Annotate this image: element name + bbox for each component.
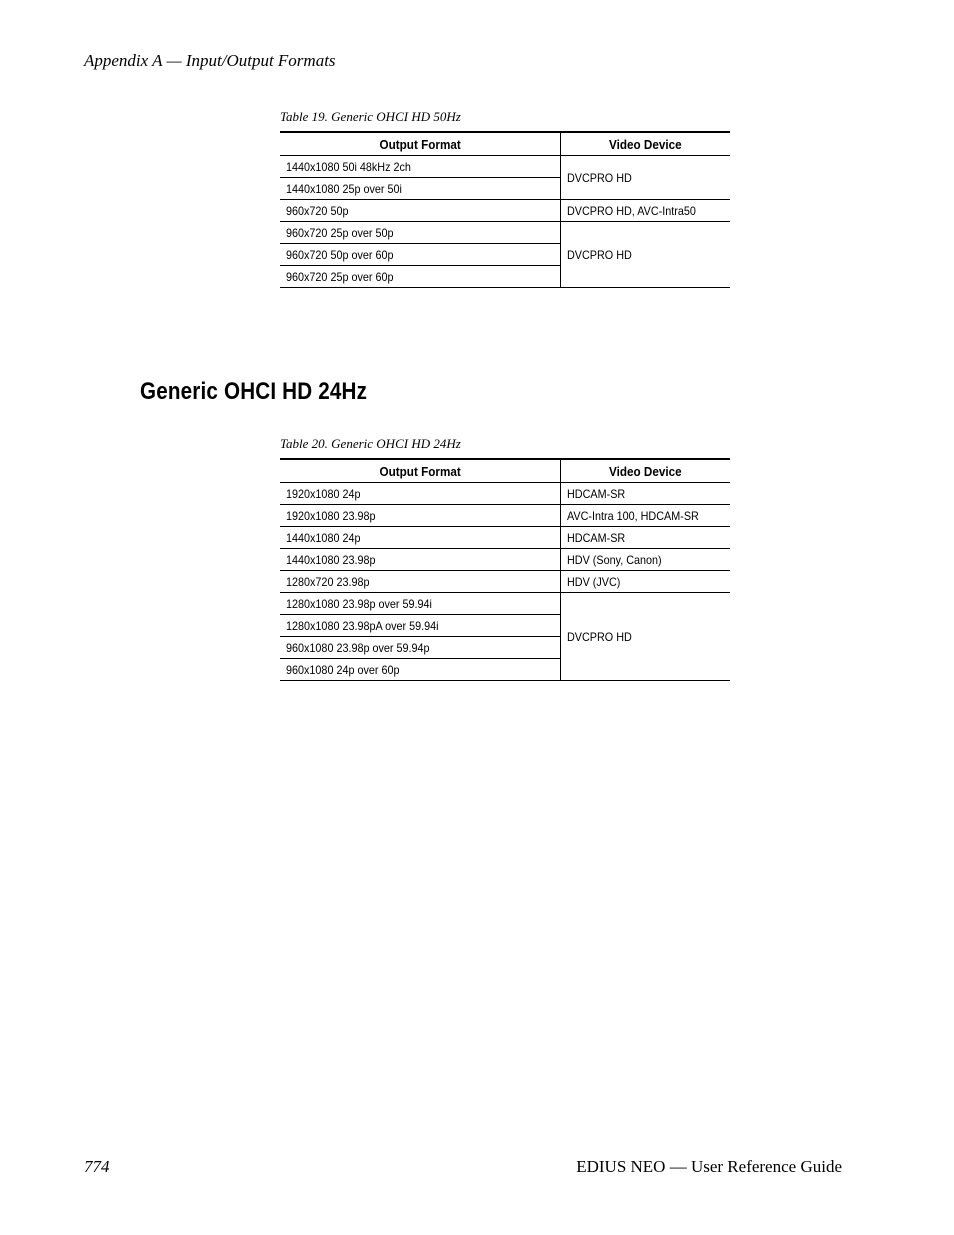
output-format-cell: 1440x1080 23.98p — [280, 549, 560, 571]
table-20-caption: Table 20. Generic OHCI HD 24Hz — [280, 436, 461, 451]
output-format-cell: 1440x1080 25p over 50i — [280, 178, 560, 200]
video-device-cell: DVCPRO HD — [560, 156, 730, 200]
video-device-cell: HDV (JVC) — [560, 571, 730, 593]
table-row — [280, 593, 730, 615]
video-device-cell: HDV (Sony, Canon) — [560, 549, 730, 571]
page-number: 774 — [84, 1157, 110, 1176]
output-format-cell: 960x720 25p over 60p — [280, 266, 560, 288]
running-header: Appendix A — Input/Output Formats — [84, 51, 336, 70]
output-format-cell: 1920x1080 23.98p — [280, 505, 560, 527]
column-header-video-device: Video Device — [560, 132, 730, 156]
table-row — [280, 527, 730, 549]
table-19-caption: Table 19. Generic OHCI HD 50Hz — [280, 109, 461, 124]
output-format-cell: 960x1080 23.98p over 59.94p — [280, 637, 560, 659]
column-header-output-format: Output Format — [280, 459, 560, 483]
guide-title: EDIUS NEO — User Reference Guide — [576, 1157, 842, 1176]
output-format-cell: 960x1080 24p over 60p — [280, 659, 560, 681]
video-device-cell: AVC-Intra 100, HDCAM-SR — [560, 505, 730, 527]
table-row — [280, 571, 730, 593]
video-device-cell: HDCAM-SR — [560, 527, 730, 549]
output-format-cell: 1280x720 23.98p — [280, 571, 560, 593]
output-format-cell: 960x720 50p — [280, 200, 560, 222]
table-header-row — [280, 459, 730, 483]
table-row — [280, 156, 730, 178]
output-format-cell: 1440x1080 24p — [280, 527, 560, 549]
table-row — [280, 505, 730, 527]
section-title: Generic OHCI HD 24Hz — [140, 378, 368, 405]
table-row — [280, 222, 730, 244]
table-19 — [280, 131, 730, 288]
video-device-cell: DVCPRO HD — [560, 222, 730, 288]
video-device-cell: DVCPRO HD, AVC-Intra50 — [560, 200, 730, 222]
column-header-video-device: Video Device — [560, 459, 730, 483]
table-header-row — [280, 132, 730, 156]
output-format-cell: 1920x1080 24p — [280, 483, 560, 505]
table-row — [280, 200, 730, 222]
output-format-cell: 960x720 25p over 50p — [280, 222, 560, 244]
output-format-cell: 1280x1080 23.98pA over 59.94i — [280, 615, 560, 637]
table-row — [280, 483, 730, 505]
output-format-cell: 1280x1080 23.98p over 59.94i — [280, 593, 560, 615]
table-20 — [280, 458, 730, 681]
video-device-cell: HDCAM-SR — [560, 483, 730, 505]
output-format-cell: 960x720 50p over 60p — [280, 244, 560, 266]
video-device-cell: DVCPRO HD — [560, 593, 730, 681]
table-row — [280, 549, 730, 571]
output-format-cell: 1440x1080 50i 48kHz 2ch — [280, 156, 560, 178]
column-header-output-format: Output Format — [280, 132, 560, 156]
